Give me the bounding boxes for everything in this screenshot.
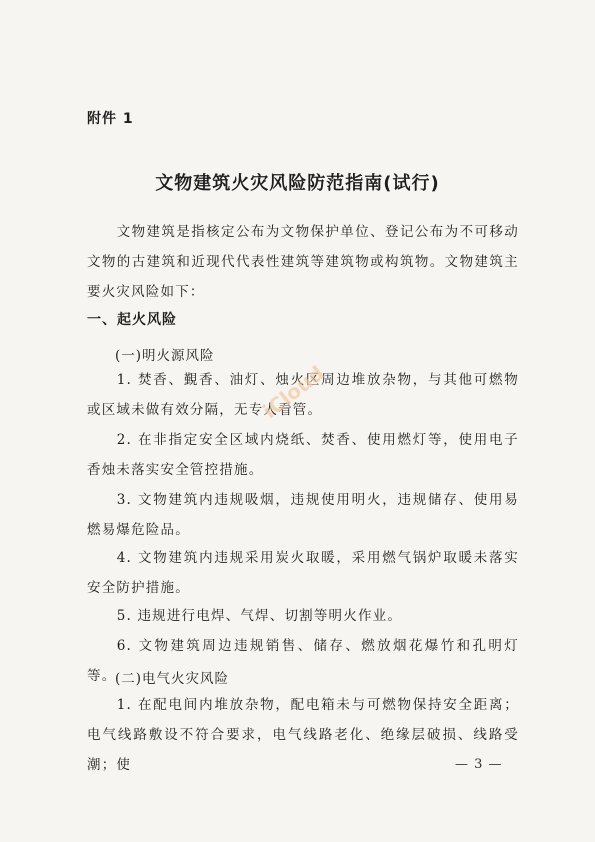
subsection-heading-open-flame: (一)明火源风险: [115, 348, 215, 364]
subsection-heading-electrical: (二)电气火灾风险: [115, 671, 230, 687]
list-item: 4. 文物建筑内违规采用炭火取暖，采用燃气锅炉取暖未落实安全防护措施。: [87, 550, 519, 596]
page-number: — 3 —: [455, 757, 503, 772]
section-heading-ignition-risk: 一、起火风险: [87, 312, 177, 328]
attachment-label: 附件 1: [87, 111, 134, 127]
list-item: 1. 焚香、覲香、油灯、烛火区周边堆放杂物，与其他可燃物或区域未做有效分隔，无专人看管。: [87, 372, 519, 418]
list-item: 2. 在非指定安全区域内烧纸、焚香、使用燃灯等，使用电子香烛未落实安全管控措施。: [87, 432, 519, 478]
intro-paragraph: 文物建筑是指核定公布为文物保护单位、登记公布为不可移动文物的古建筑和近现代代表性建筑等建筑物或构筑物。文物建筑主要火灾风险如下：: [87, 224, 519, 300]
list-item: 5. 违规进行电焊、气焊、切割等明火作业。: [116, 608, 403, 624]
list-item: 6. 文物建筑周边违规销售、储存、燃放烟花爆竹和孔明灯等。: [87, 638, 519, 684]
document-title: 文物建筑火灾风险防范指南(试行): [155, 173, 440, 194]
watermark: iCloud: [258, 360, 329, 424]
list-item: 1. 在配电间内堆放杂物，配电箱未与可燃物保持安全距离；电气线路敷设不符合要求，电气线路老化、绝缘层破损、线路受潮；使: [87, 697, 519, 773]
list-item: 3. 文物建筑内违规吸烟，违规使用明火，违规储存、使用易燃易爆危险品。: [87, 492, 519, 538]
